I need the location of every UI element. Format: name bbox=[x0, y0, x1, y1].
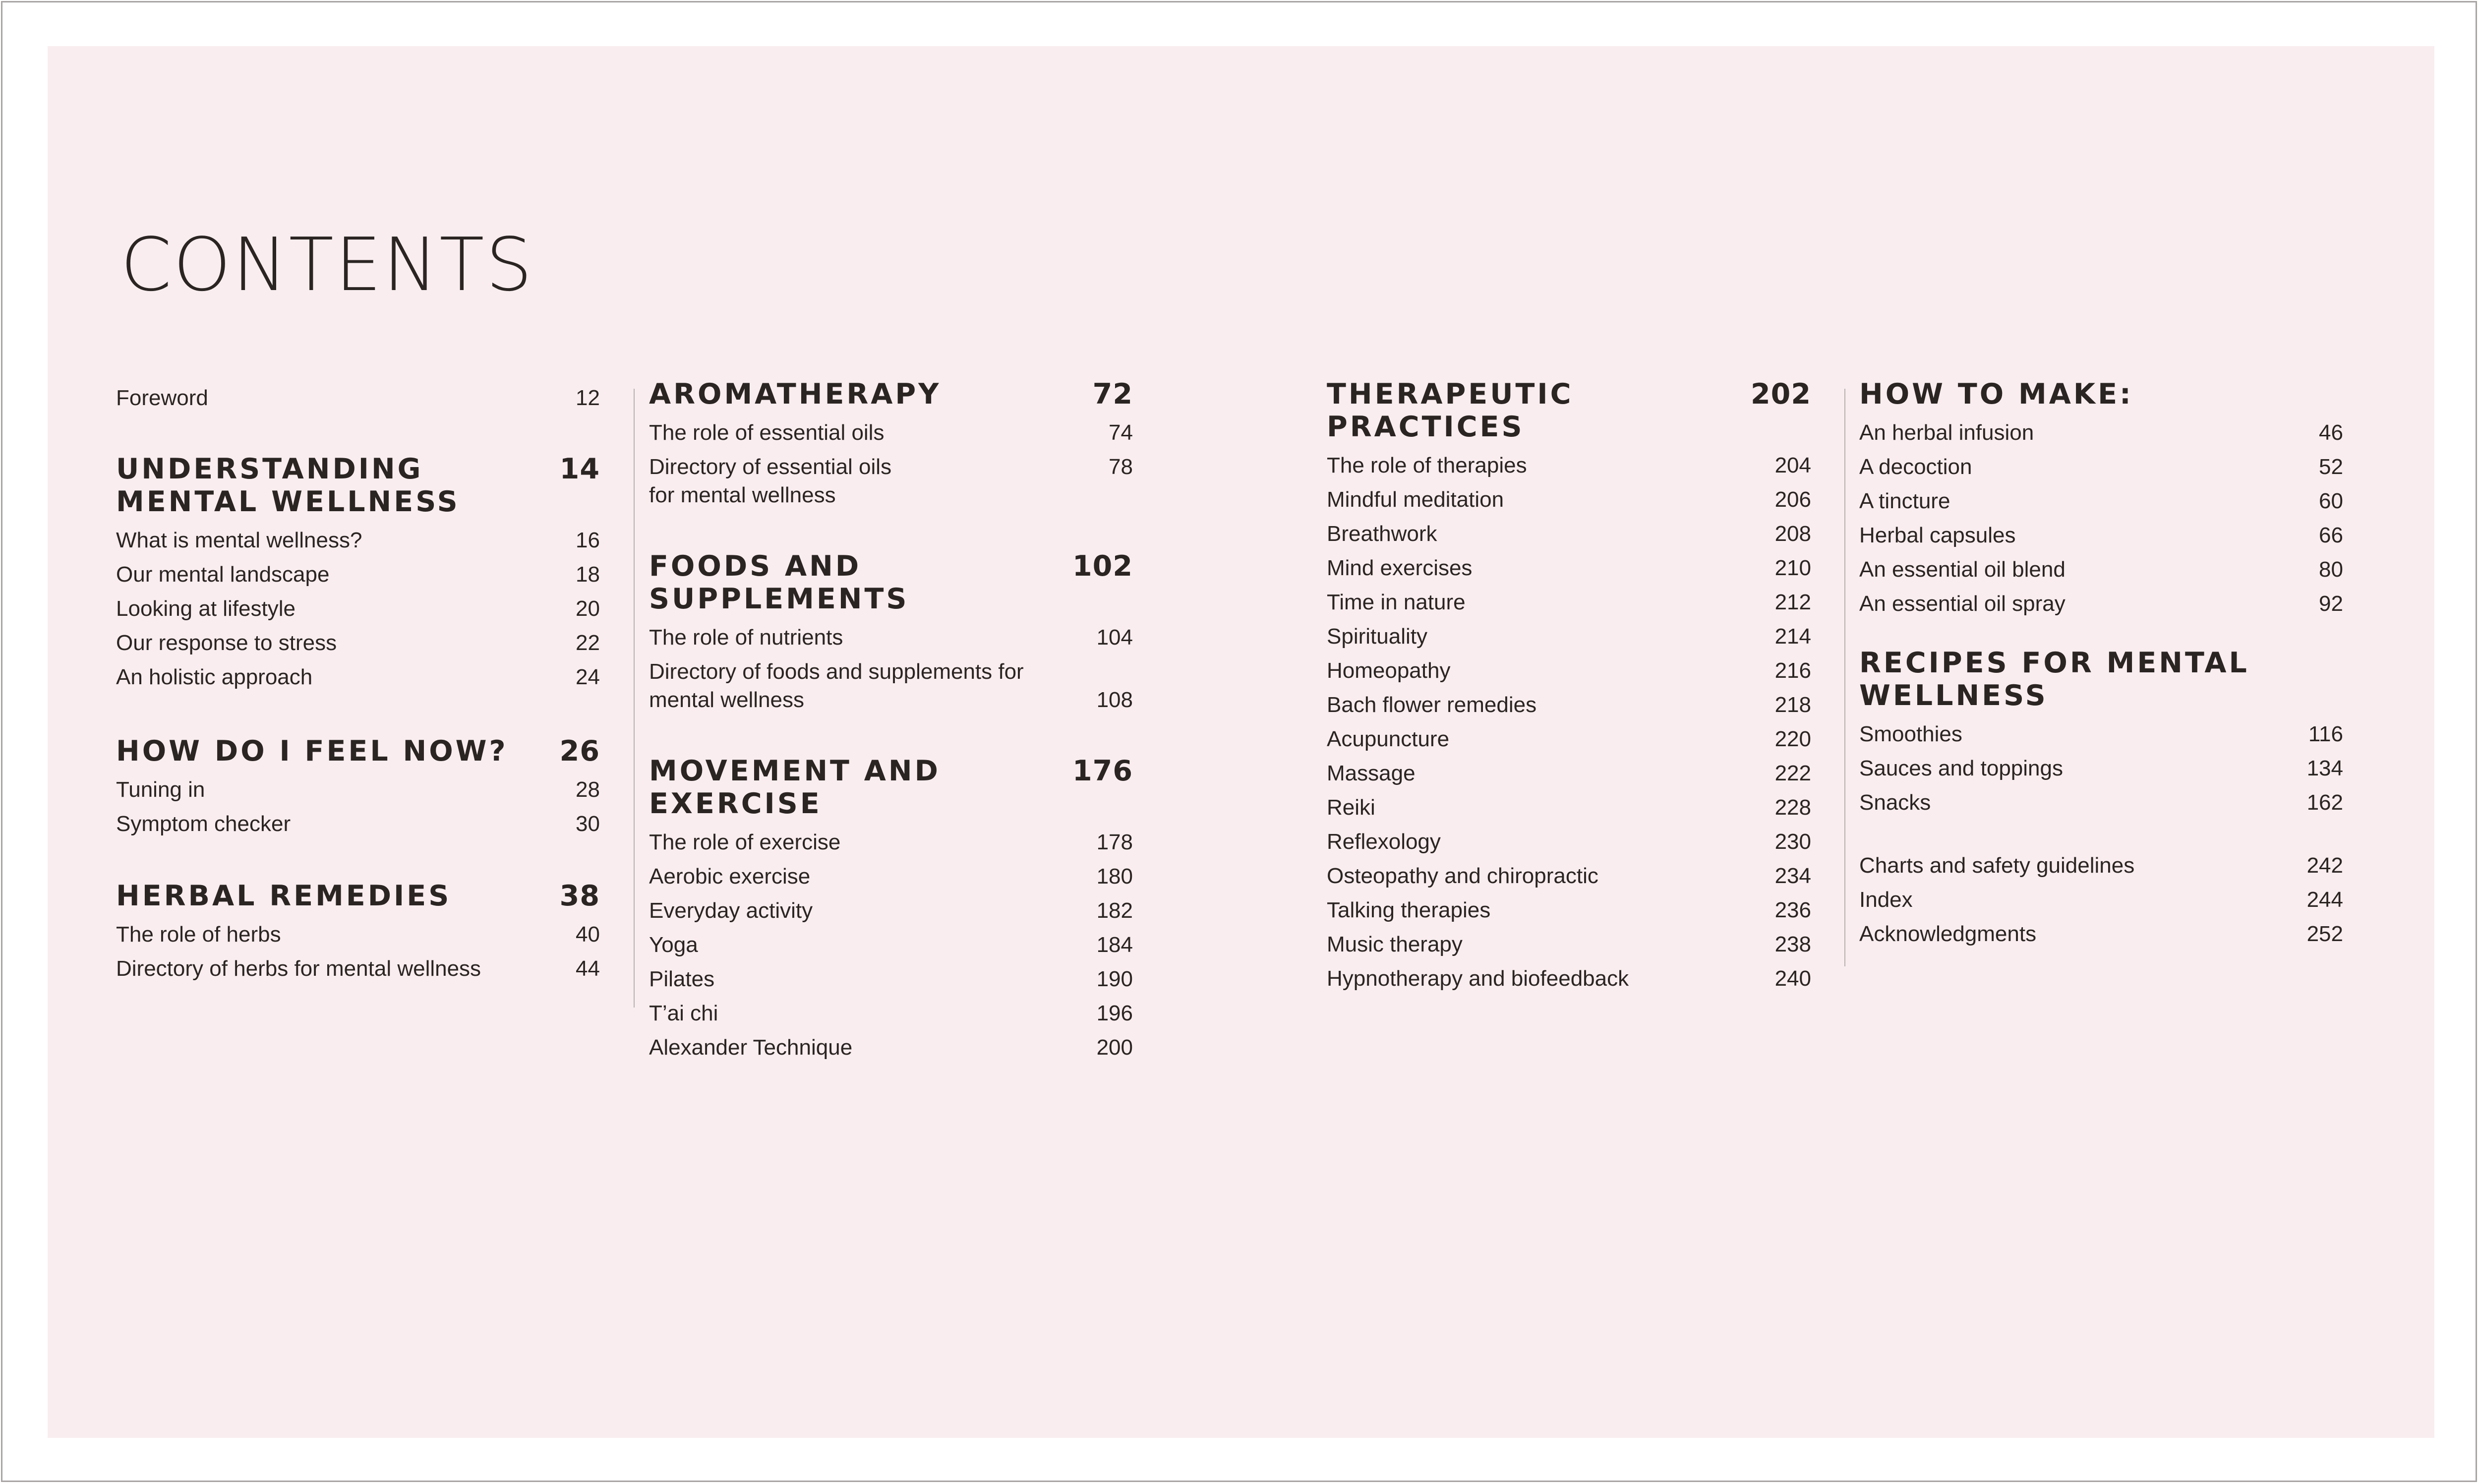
toc-entry-label: Smoothies bbox=[1859, 722, 1962, 746]
section-page-number: 38 bbox=[559, 880, 600, 912]
toc-entry[interactable] bbox=[649, 1033, 1133, 1062]
toc-entry[interactable] bbox=[116, 810, 600, 838]
toc-entry[interactable] bbox=[1859, 886, 2343, 914]
toc-entry[interactable] bbox=[1859, 487, 2343, 515]
toc-entry-label: Pilates bbox=[649, 967, 715, 991]
toc-entry-label: Snacks bbox=[1859, 790, 1931, 815]
toc-entry[interactable] bbox=[1327, 828, 1811, 856]
toc-entry-page-number: 18 bbox=[576, 562, 600, 587]
toc-section bbox=[116, 880, 600, 983]
toc-entry-label: The role of exercise bbox=[649, 830, 841, 854]
toc-entry-label: The role of therapies bbox=[1327, 453, 1527, 477]
toc-entry-page-number: 40 bbox=[576, 922, 600, 947]
toc-entry-label: Directory of essential oils for mental wellness bbox=[649, 455, 892, 507]
toc-entry-label: Acupuncture bbox=[1327, 727, 1450, 751]
toc-entry-label: Reiki bbox=[1327, 795, 1375, 820]
toc-section bbox=[1327, 378, 1811, 993]
toc-entry[interactable] bbox=[649, 453, 1133, 509]
toc-entry-page-number: 66 bbox=[2319, 523, 2343, 547]
toc-entry-label: A tincture bbox=[1859, 489, 1950, 513]
toc-entry[interactable] bbox=[116, 775, 600, 804]
toc-section bbox=[116, 735, 600, 838]
section-page-number: 72 bbox=[1092, 378, 1133, 411]
toc-entry[interactable] bbox=[116, 663, 600, 691]
toc-entry[interactable] bbox=[1859, 418, 2343, 447]
toc-entry[interactable] bbox=[649, 828, 1133, 856]
toc-entry-page-number: 134 bbox=[2306, 756, 2343, 780]
page-title: CONTENTS bbox=[120, 222, 534, 307]
toc-entry-page-number: 184 bbox=[1096, 933, 1133, 957]
toc-entry[interactable] bbox=[1859, 521, 2343, 549]
toc-section bbox=[1859, 647, 2343, 817]
toc-entry-label: Mind exercises bbox=[1327, 556, 1473, 580]
toc-entry[interactable] bbox=[1327, 485, 1811, 514]
toc-entry-label: Aerobic exercise bbox=[649, 864, 811, 889]
toc-entry[interactable] bbox=[116, 560, 600, 589]
toc-entry-label: Our mental landscape bbox=[116, 562, 330, 587]
toc-entry[interactable] bbox=[1327, 725, 1811, 753]
toc-entry[interactable] bbox=[116, 384, 600, 412]
toc-entry-label: Tuning in bbox=[116, 777, 205, 802]
toc-entry-page-number: 212 bbox=[1774, 590, 1811, 614]
toc-entry[interactable] bbox=[1327, 656, 1811, 685]
toc-entry-page-number: 238 bbox=[1774, 932, 1811, 956]
toc-entry[interactable] bbox=[649, 657, 1133, 714]
section-heading-label: HOW DO I FEEL NOW? bbox=[116, 735, 508, 768]
section-heading[interactable] bbox=[649, 550, 1133, 615]
section-page-number: 26 bbox=[559, 735, 600, 768]
toc-entry-label: Directory of foods and supplements for mental wellness bbox=[649, 659, 1024, 712]
toc-entry-label: Looking at lifestyle bbox=[116, 596, 295, 621]
toc-entry-label: A decoction bbox=[1859, 455, 1972, 479]
toc-entry-label: Charts and safety guidelines bbox=[1859, 853, 2135, 878]
toc-entry-page-number: 30 bbox=[576, 812, 600, 836]
section-page-number: 14 bbox=[559, 453, 600, 485]
toc-entry-page-number: 24 bbox=[576, 665, 600, 689]
toc-entry-page-number: 162 bbox=[2306, 790, 2343, 815]
toc-entry[interactable] bbox=[1859, 555, 2343, 584]
section-page-number: 102 bbox=[1072, 550, 1133, 583]
toc-entry[interactable] bbox=[116, 629, 600, 657]
toc-entry-label: Everyday activity bbox=[649, 898, 813, 923]
toc-column-4 bbox=[1859, 378, 2343, 948]
toc-entry-label: Our response to stress bbox=[116, 631, 337, 655]
toc-entry-label: Foreword bbox=[116, 386, 208, 410]
toc-entry-label: T’ai chi bbox=[649, 1001, 718, 1025]
toc-entry-page-number: 78 bbox=[1109, 455, 1133, 479]
toc-entry-page-number: 240 bbox=[1774, 966, 1811, 991]
toc-entry[interactable] bbox=[649, 862, 1133, 890]
toc-entry[interactable] bbox=[1859, 788, 2343, 817]
toc-entry-label: An holistic approach bbox=[116, 665, 313, 689]
toc-entry[interactable] bbox=[1859, 920, 2343, 948]
toc-entry-page-number: 206 bbox=[1774, 487, 1811, 512]
toc-entry[interactable] bbox=[1327, 451, 1811, 479]
toc-entry-page-number: 234 bbox=[1774, 864, 1811, 888]
toc-column-2 bbox=[649, 378, 1133, 1062]
toc-entry-label: An herbal infusion bbox=[1859, 420, 2034, 445]
toc-entry-label: Spirituality bbox=[1327, 624, 1427, 649]
section-heading-label: THERAPEUTIC PRACTICES bbox=[1327, 378, 1574, 443]
toc-entry-page-number: 16 bbox=[576, 528, 600, 552]
section-heading[interactable] bbox=[116, 880, 600, 912]
toc-entry[interactable] bbox=[1327, 896, 1811, 924]
toc-entry-page-number: 46 bbox=[2319, 420, 2343, 445]
section-page-number: 176 bbox=[1072, 755, 1133, 787]
toc-entry-page-number: 252 bbox=[2306, 922, 2343, 946]
toc-entry-page-number: 108 bbox=[1096, 688, 1133, 712]
column-divider bbox=[634, 389, 635, 1008]
toc-entry-page-number: 116 bbox=[2308, 722, 2343, 746]
toc-entry-page-number: 28 bbox=[576, 777, 600, 802]
toc-entry-label: The role of nutrients bbox=[649, 625, 843, 650]
section-heading[interactable] bbox=[1859, 647, 2343, 712]
toc-entry[interactable] bbox=[1327, 622, 1811, 651]
toc-column-1 bbox=[116, 378, 600, 983]
toc-entry[interactable] bbox=[1859, 754, 2343, 782]
section-heading[interactable] bbox=[116, 453, 600, 518]
toc-entry-page-number: 74 bbox=[1109, 420, 1133, 445]
toc-section bbox=[649, 755, 1133, 1062]
toc-section bbox=[649, 378, 1133, 509]
toc-entry[interactable] bbox=[116, 920, 600, 949]
section-heading[interactable] bbox=[1327, 378, 1811, 443]
toc-entry-page-number: 214 bbox=[1774, 624, 1811, 649]
toc-entry-page-number: 180 bbox=[1096, 864, 1133, 889]
toc-entry[interactable] bbox=[1327, 520, 1811, 548]
toc-entry-page-number: 104 bbox=[1096, 625, 1133, 650]
toc-entry-label: Herbal capsules bbox=[1859, 523, 2016, 547]
toc-entry-page-number: 182 bbox=[1096, 898, 1133, 923]
toc-entry[interactable] bbox=[1859, 720, 2343, 748]
toc-entry-label: What is mental wellness? bbox=[116, 528, 362, 552]
toc-entry-label: Mindful meditation bbox=[1327, 487, 1504, 512]
toc-entry-page-number: 12 bbox=[576, 386, 600, 410]
section-heading-label: UNDERSTANDING MENTAL WELLNESS bbox=[116, 453, 460, 518]
toc-entry-label: Music therapy bbox=[1327, 932, 1463, 956]
toc-entry-page-number: 228 bbox=[1774, 795, 1811, 820]
toc-entry[interactable] bbox=[1327, 554, 1811, 582]
section-heading-label: MOVEMENT AND EXERCISE bbox=[649, 755, 941, 820]
toc-entry[interactable] bbox=[1327, 862, 1811, 890]
toc-entry-page-number: 222 bbox=[1774, 761, 1811, 785]
toc-entry-label: An essential oil blend bbox=[1859, 557, 2066, 582]
section-heading[interactable] bbox=[649, 755, 1133, 820]
toc-entry[interactable] bbox=[1327, 793, 1811, 822]
toc-entry-label: Alexander Technique bbox=[649, 1035, 853, 1060]
toc-entry-page-number: 230 bbox=[1774, 830, 1811, 854]
toc-entry[interactable] bbox=[649, 623, 1133, 652]
toc-entry-page-number: 244 bbox=[2306, 888, 2343, 912]
toc-entry-label: Index bbox=[1859, 888, 1913, 912]
toc-section bbox=[649, 550, 1133, 714]
toc-entry[interactable] bbox=[1859, 851, 2343, 880]
toc-entry-label: Bach flower remedies bbox=[1327, 693, 1537, 717]
toc-entry-label: Homeopathy bbox=[1327, 658, 1451, 683]
section-heading-label: HERBAL REMEDIES bbox=[116, 880, 452, 912]
toc-entry-label: Directory of herbs for mental wellness bbox=[116, 956, 481, 981]
toc-entry-label: An essential oil spray bbox=[1859, 592, 2066, 616]
toc-section bbox=[116, 384, 600, 412]
toc-entry-page-number: 20 bbox=[576, 596, 600, 621]
toc-entry-page-number: 190 bbox=[1096, 967, 1133, 991]
toc-entry-page-number: 218 bbox=[1774, 693, 1811, 717]
section-heading[interactable] bbox=[649, 378, 1133, 411]
toc-entry[interactable] bbox=[649, 965, 1133, 993]
toc-entry[interactable] bbox=[1327, 588, 1811, 616]
toc-entry-page-number: 80 bbox=[2319, 557, 2343, 582]
section-heading-label: AROMATHERAPY bbox=[649, 378, 942, 411]
toc-entry-page-number: 44 bbox=[576, 956, 600, 981]
toc-entry-label: Sauces and toppings bbox=[1859, 756, 2063, 780]
toc-entry-page-number: 92 bbox=[2319, 592, 2343, 616]
toc-entry-page-number: 200 bbox=[1096, 1035, 1133, 1060]
section-heading-label: RECIPES FOR MENTAL WELLNESS bbox=[1859, 647, 2249, 712]
toc-entry-page-number: 216 bbox=[1774, 658, 1811, 683]
toc-entry[interactable] bbox=[116, 954, 600, 983]
toc-entry-page-number: 22 bbox=[576, 631, 600, 655]
toc-entry[interactable] bbox=[1327, 930, 1811, 958]
toc-entry[interactable] bbox=[649, 931, 1133, 959]
toc-entry-label: The role of herbs bbox=[116, 922, 281, 947]
toc-entry-label: Yoga bbox=[649, 933, 698, 957]
toc-entry-label: Hypnotherapy and biofeedback bbox=[1327, 966, 1629, 991]
toc-entry-label: Osteopathy and chiropractic bbox=[1327, 864, 1598, 888]
toc-entry[interactable] bbox=[1327, 691, 1811, 719]
section-heading-label: FOODS AND SUPPLEMENTS bbox=[649, 550, 909, 615]
toc-entry[interactable] bbox=[649, 896, 1133, 925]
toc-entry-page-number: 52 bbox=[2319, 455, 2343, 479]
column-divider bbox=[1844, 389, 1845, 966]
toc-entry-page-number: 220 bbox=[1774, 727, 1811, 751]
toc-entry[interactable] bbox=[116, 594, 600, 623]
toc-section bbox=[1859, 378, 2343, 618]
toc-column-3 bbox=[1327, 378, 1811, 993]
toc-entry-page-number: 60 bbox=[2319, 489, 2343, 513]
toc-entry-page-number: 210 bbox=[1774, 556, 1811, 580]
toc-entry[interactable] bbox=[649, 418, 1133, 447]
toc-entry-label: Talking therapies bbox=[1327, 898, 1491, 922]
section-heading-label: HOW TO MAKE: bbox=[1859, 378, 2133, 411]
toc-entry-page-number: 208 bbox=[1774, 522, 1811, 546]
toc-entry-label: Massage bbox=[1327, 761, 1416, 785]
toc-section bbox=[1859, 851, 2343, 948]
toc-entry-page-number: 178 bbox=[1096, 830, 1133, 854]
toc-entry[interactable] bbox=[1327, 759, 1811, 787]
toc-entry-label: The role of essential oils bbox=[649, 420, 885, 445]
toc-entry-label: Symptom checker bbox=[116, 812, 291, 836]
toc-entry[interactable] bbox=[116, 526, 600, 554]
section-page-number: 202 bbox=[1751, 378, 1811, 411]
toc-entry-label: Acknowledgments bbox=[1859, 922, 2037, 946]
toc-entry-label: Time in nature bbox=[1327, 590, 1466, 614]
section-heading[interactable] bbox=[116, 735, 600, 768]
toc-entry-page-number: 242 bbox=[2306, 853, 2343, 878]
toc-section bbox=[116, 453, 600, 691]
toc-entry-label: Reflexology bbox=[1327, 830, 1441, 854]
toc-entry[interactable] bbox=[1327, 964, 1811, 993]
toc-entry-page-number: 204 bbox=[1774, 453, 1811, 477]
toc-entry-page-number: 196 bbox=[1096, 1001, 1133, 1025]
toc-entry[interactable] bbox=[1859, 590, 2343, 618]
toc-entry-label: Breathwork bbox=[1327, 522, 1437, 546]
toc-entry-page-number: 236 bbox=[1774, 898, 1811, 922]
toc-entry[interactable] bbox=[649, 999, 1133, 1027]
section-heading[interactable] bbox=[1859, 378, 2343, 411]
toc-entry[interactable] bbox=[1859, 453, 2343, 481]
